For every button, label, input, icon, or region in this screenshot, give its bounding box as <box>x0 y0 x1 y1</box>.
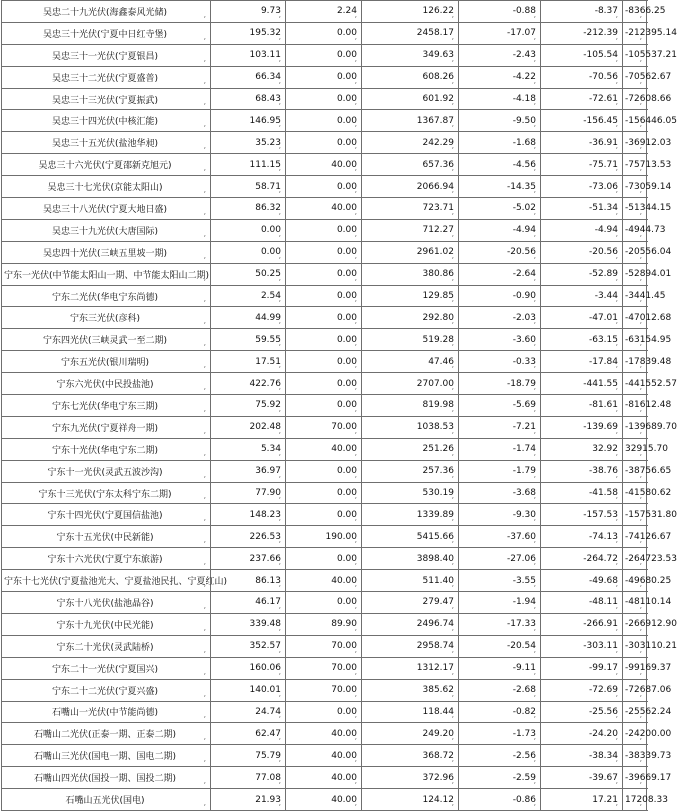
value-cell-5[interactable]: -39.67 ‚ <box>541 767 623 789</box>
table-row <box>2 723 647 745</box>
value-cell-5[interactable]: -75.71 ‚ <box>541 154 623 176</box>
value-cell-5[interactable]: -3.44 ‚ <box>541 285 623 307</box>
value-cell-2[interactable]: 40.00 ‚ <box>286 198 362 220</box>
value-cell-4[interactable]: -3.60 ‚ <box>459 329 541 351</box>
value-cell-4[interactable]: -17.33 ‚ <box>459 613 541 635</box>
value-cell-4[interactable]: -5.69 ‚ <box>459 395 541 417</box>
value-cell-3[interactable]: 124.12 ‚ <box>362 789 459 811</box>
value-cell-4[interactable]: -2.56 ‚ <box>459 745 541 767</box>
value-cell-1[interactable]: 237.66 ‚ <box>211 548 286 570</box>
table-row <box>2 767 647 789</box>
value-cell-4[interactable]: -37.60 ‚ <box>459 526 541 548</box>
value-cell-6[interactable]: -72687.06 ‚ <box>623 679 647 701</box>
value-cell-1[interactable]: 226.53 ‚ <box>211 526 286 548</box>
value-cell-5[interactable]: -17.84 ‚ <box>541 351 623 373</box>
table-row <box>2 460 647 482</box>
value-cell-2[interactable]: 89.90 ‚ <box>286 613 362 635</box>
value-cell-6[interactable]: -17839.48 ‚ <box>623 351 647 373</box>
value-cell-6[interactable]: -49680.25 ‚ <box>623 570 647 592</box>
value-cell-5[interactable]: -212.39 ‚ <box>541 22 623 44</box>
value-cell-3[interactable]: 118.44 ‚ <box>362 701 459 723</box>
value-cell-4[interactable]: -18.79 ‚ <box>459 373 541 395</box>
value-cell-2[interactable]: 70.00 ‚ <box>286 635 362 657</box>
value-cell-1[interactable]: 111.15 ‚ <box>211 154 286 176</box>
value-cell-3[interactable]: 385.62 ‚ <box>362 679 459 701</box>
value-cell-2[interactable]: 70.00 ‚ <box>286 416 362 438</box>
value-cell-2[interactable]: 40.00 ‚ <box>286 570 362 592</box>
value-cell-4[interactable]: -9.50 ‚ <box>459 110 541 132</box>
value-cell-3[interactable]: 5415.66 ‚ <box>362 526 459 548</box>
value-cell-1[interactable]: 103.11 ‚ <box>211 44 286 66</box>
table-row <box>2 44 647 66</box>
value-cell-2[interactable]: 0.00 ‚ <box>286 351 362 373</box>
value-cell-4[interactable]: -1.94 ‚ <box>459 592 541 614</box>
value-cell-5[interactable]: -266.91 ‚ <box>541 613 623 635</box>
station-name-cell[interactable]: 吴忠三十四光伏(中核汇能) ‚ <box>2 110 211 132</box>
value-cell-1[interactable]: 77.90 ‚ <box>211 482 286 504</box>
value-cell-1[interactable]: 9.73 ‚ <box>211 1 286 23</box>
value-cell-2[interactable]: 0.00 ‚ <box>286 22 362 44</box>
value-cell-6[interactable]: -73059.14 ‚ <box>623 176 647 198</box>
value-cell-2[interactable]: 40.00 ‚ <box>286 723 362 745</box>
value-cell-3[interactable]: 2066.94 ‚ <box>362 176 459 198</box>
value-cell-4[interactable]: -1.68 ‚ <box>459 132 541 154</box>
table-row <box>2 198 647 220</box>
table-row <box>2 241 647 263</box>
table-row <box>2 657 647 679</box>
value-cell-2[interactable]: 0.00 ‚ <box>286 504 362 526</box>
value-cell-6[interactable]: -105537.21 ‚ <box>623 44 647 66</box>
value-cell-1[interactable]: 35.23 ‚ <box>211 132 286 154</box>
value-cell-2[interactable]: 0.00 ‚ <box>286 460 362 482</box>
value-cell-3[interactable]: 530.19 ‚ <box>362 482 459 504</box>
table-row <box>2 613 647 635</box>
value-cell-1[interactable]: 86.32 ‚ <box>211 198 286 220</box>
table-row <box>2 548 647 570</box>
value-cell-3[interactable]: 511.40 ‚ <box>362 570 459 592</box>
value-cell-5[interactable]: -72.61 ‚ <box>541 88 623 110</box>
value-cell-2[interactable]: 0.00 ‚ <box>286 110 362 132</box>
value-cell-6[interactable]: -51344.15 ‚ <box>623 198 647 220</box>
table-row <box>2 701 647 723</box>
table-row <box>2 679 647 701</box>
value-cell-1[interactable]: 422.76 ‚ <box>211 373 286 395</box>
table-row <box>2 526 647 548</box>
station-name-cell[interactable]: 吴忠四十光伏(三峡五里坡一期) ‚ <box>2 241 211 263</box>
table-row <box>2 635 647 657</box>
value-cell-5[interactable]: -156.45 ‚ <box>541 110 623 132</box>
station-name-cell[interactable]: 吴忠三十八光伏(宁夏大地日盛) ‚ <box>2 198 211 220</box>
value-cell-6[interactable]: -39669.17 ‚ <box>623 767 647 789</box>
station-name-cell[interactable]: 宁东六光伏(中民投盐池) ‚ <box>2 373 211 395</box>
value-cell-6[interactable]: -41580.62 ‚ <box>623 482 647 504</box>
value-cell-2[interactable]: 0.00 ‚ <box>286 88 362 110</box>
station-name-cell[interactable]: 吴忠三十二光伏(宁夏盛普) ‚ <box>2 66 211 88</box>
station-name-cell[interactable]: 宁东三光伏(彦科) ‚ <box>2 307 211 329</box>
value-cell-4[interactable]: -7.21 ‚ <box>459 416 541 438</box>
value-cell-6[interactable]: -264723.53 ‚ <box>623 548 647 570</box>
value-cell-3[interactable]: 3898.40 ‚ <box>362 548 459 570</box>
value-cell-1[interactable]: 160.06 ‚ <box>211 657 286 679</box>
value-cell-5[interactable]: -51.34 ‚ <box>541 198 623 220</box>
value-cell-3[interactable]: 819.98 ‚ <box>362 395 459 417</box>
value-cell-2[interactable]: 0.00 ‚ <box>286 592 362 614</box>
value-cell-2[interactable]: 0.00 ‚ <box>286 395 362 417</box>
station-name-cell[interactable]: 宁东二十二光伏(宁夏兴盛) ‚ <box>2 679 211 701</box>
value-cell-1[interactable]: 140.01 ‚ <box>211 679 286 701</box>
table-row <box>2 88 647 110</box>
value-cell-5[interactable]: -52.89 ‚ <box>541 263 623 285</box>
data-table <box>1 0 677 811</box>
value-cell-2[interactable]: 70.00 ‚ <box>286 657 362 679</box>
station-name-cell[interactable]: 吴忠二十九光伏(海鑫泰风光储) ‚ <box>2 1 211 23</box>
value-cell-3[interactable]: 279.47 ‚ <box>362 592 459 614</box>
value-cell-5[interactable]: -63.15 ‚ <box>541 329 623 351</box>
table-row <box>2 789 647 811</box>
value-cell-5[interactable]: -264.72 ‚ <box>541 548 623 570</box>
table-row <box>2 154 647 176</box>
value-cell-6[interactable]: -38339.73 ‚ <box>623 745 647 767</box>
value-cell-3[interactable]: 368.72 ‚ <box>362 745 459 767</box>
value-cell-1[interactable]: 146.95 ‚ <box>211 110 286 132</box>
station-name-cell[interactable]: 吴忠三十三光伏(宁夏振武) ‚ <box>2 88 211 110</box>
table-row <box>2 22 647 44</box>
value-cell-2[interactable]: 0.00 ‚ <box>286 307 362 329</box>
table-row <box>2 263 647 285</box>
value-cell-1[interactable]: 62.47 ‚ <box>211 723 286 745</box>
value-cell-1[interactable]: 24.74 ‚ <box>211 701 286 723</box>
value-cell-6[interactable]: -70562.67 ‚ <box>623 66 647 88</box>
station-name-cell[interactable]: 宁东二十光伏(灵武陆桥) ‚ <box>2 635 211 657</box>
value-cell-1[interactable]: 77.08 ‚ <box>211 767 286 789</box>
value-cell-6[interactable]: -212395.14 ‚ <box>623 22 647 44</box>
value-cell-5[interactable]: -105.54 ‚ <box>541 44 623 66</box>
table-row <box>2 219 647 241</box>
value-cell-1[interactable]: 21.93 ‚ <box>211 789 286 811</box>
value-cell-2[interactable]: 2.24 ‚ <box>286 1 362 23</box>
value-cell-5[interactable]: -38.34 ‚ <box>541 745 623 767</box>
table-row <box>2 176 647 198</box>
value-cell-3[interactable]: 2958.74 ‚ <box>362 635 459 657</box>
table-row <box>2 482 647 504</box>
value-cell-4[interactable]: -2.43 ‚ <box>459 44 541 66</box>
value-cell-1[interactable]: 68.43 ‚ <box>211 88 286 110</box>
value-cell-2[interactable]: 0.00 ‚ <box>286 548 362 570</box>
value-cell-3[interactable]: 723.71 ‚ <box>362 198 459 220</box>
value-cell-4[interactable]: -2.64 ‚ <box>459 263 541 285</box>
value-cell-5[interactable]: -20.56 ‚ <box>541 241 623 263</box>
value-cell-1[interactable]: 195.32 ‚ <box>211 22 286 44</box>
value-cell-4[interactable]: -27.06 ‚ <box>459 548 541 570</box>
value-cell-4[interactable]: -9.11 ‚ <box>459 657 541 679</box>
value-cell-3[interactable]: 608.26 ‚ <box>362 66 459 88</box>
value-cell-5[interactable]: -47.01 ‚ <box>541 307 623 329</box>
value-cell-2[interactable]: 0.00 ‚ <box>286 132 362 154</box>
value-cell-3[interactable]: 257.36 ‚ <box>362 460 459 482</box>
value-cell-2[interactable]: 190.00 ‚ <box>286 526 362 548</box>
value-cell-1[interactable]: 50.25 ‚ <box>211 263 286 285</box>
value-cell-3[interactable]: 126.22 ‚ <box>362 1 459 23</box>
table-row <box>2 592 647 614</box>
value-cell-2[interactable]: 0.00 ‚ <box>286 66 362 88</box>
value-cell-1[interactable]: 0.00 ‚ <box>211 219 286 241</box>
value-cell-6[interactable]: -8366.25 ‚ <box>623 1 647 23</box>
value-cell-6[interactable]: -75713.53 ‚ <box>623 154 647 176</box>
value-cell-5[interactable]: -70.56 ‚ <box>541 66 623 88</box>
station-name-cell[interactable]: 石嘴山三光伏(国电一期、国电二期) ‚ <box>2 745 211 767</box>
station-name-cell[interactable]: 宁东十七光伏(宁夏盐池光大、宁夏盐池民扎、宁夏红山) ‚ <box>2 570 211 592</box>
station-name-cell[interactable]: 石嘴山五光伏(国电) ‚ <box>2 789 211 811</box>
value-cell-6[interactable]: -63154.95 ‚ <box>623 329 647 351</box>
value-cell-5[interactable]: -36.91 ‚ <box>541 132 623 154</box>
table-row <box>2 570 647 592</box>
value-cell-6[interactable]: -441552.57 ‚ <box>623 373 647 395</box>
value-cell-6[interactable]: -36912.03 ‚ <box>623 132 647 154</box>
value-cell-3[interactable]: 380.86 ‚ <box>362 263 459 285</box>
station-name-cell[interactable]: 宁东十光伏(华电宁东二期) ‚ <box>2 438 211 460</box>
value-cell-6[interactable]: -156446.05 ‚ <box>623 110 647 132</box>
table-row <box>2 395 647 417</box>
value-cell-4[interactable]: -3.55 ‚ <box>459 570 541 592</box>
value-cell-3[interactable]: 129.85 ‚ <box>362 285 459 307</box>
value-cell-5[interactable]: -139.69 ‚ <box>541 416 623 438</box>
value-cell-4[interactable]: -2.03 ‚ <box>459 307 541 329</box>
value-cell-1[interactable]: 339.48 ‚ <box>211 613 286 635</box>
value-cell-5[interactable]: -4.94 ‚ <box>541 219 623 241</box>
value-cell-1[interactable]: 46.17 ‚ <box>211 592 286 614</box>
value-cell-3[interactable]: 242.29 ‚ <box>362 132 459 154</box>
value-cell-5[interactable]: -8.37 ‚ <box>541 1 623 23</box>
station-name-cell[interactable]: 石嘴山一光伏(中节能尚德) ‚ <box>2 701 211 723</box>
station-name-cell[interactable]: 吴忠三十五光伏(盐池华昶) ‚ <box>2 132 211 154</box>
value-cell-5[interactable]: 32.92 ‚ <box>541 438 623 460</box>
value-cell-2[interactable]: 0.00 ‚ <box>286 241 362 263</box>
value-cell-1[interactable]: 17.51 ‚ <box>211 351 286 373</box>
value-cell-1[interactable]: 44.99 ‚ <box>211 307 286 329</box>
value-cell-5[interactable]: -99.17 ‚ <box>541 657 623 679</box>
value-cell-6[interactable]: -139689.70 ‚ <box>623 416 647 438</box>
value-cell-6[interactable]: -24200.00 ‚ <box>623 723 647 745</box>
table-row <box>2 373 647 395</box>
station-name-cell[interactable]: 宁东一光伏(中节能太阳山一期、中节能太阳山二期) ‚ <box>2 263 211 285</box>
value-cell-6[interactable]: 17208.33 ‚ <box>623 789 647 811</box>
value-cell-2[interactable]: 40.00 ‚ <box>286 767 362 789</box>
value-cell-6[interactable]: 32915.70 ‚ <box>623 438 647 460</box>
table-row <box>2 329 647 351</box>
value-cell-1[interactable]: 352.57 ‚ <box>211 635 286 657</box>
table-row <box>2 66 647 88</box>
value-cell-6[interactable]: -3441.45 ‚ <box>623 285 647 307</box>
value-cell-6[interactable]: -4944.73 ‚ <box>623 219 647 241</box>
value-cell-4[interactable]: -9.30 ‚ <box>459 504 541 526</box>
value-cell-6[interactable]: -25562.24 ‚ <box>623 701 647 723</box>
value-cell-3[interactable]: 1339.89 ‚ <box>362 504 459 526</box>
table-row <box>2 351 647 373</box>
value-cell-1[interactable]: 66.34 ‚ <box>211 66 286 88</box>
value-cell-4[interactable]: -2.59 ‚ <box>459 767 541 789</box>
value-cell-4[interactable]: -4.22 ‚ <box>459 66 541 88</box>
value-cell-6[interactable]: -99169.37 ‚ <box>623 657 647 679</box>
value-cell-4[interactable]: -0.82 ‚ <box>459 701 541 723</box>
table-row <box>2 745 647 767</box>
value-cell-5[interactable]: -74.13 ‚ <box>541 526 623 548</box>
value-cell-2[interactable]: 0.00 ‚ <box>286 482 362 504</box>
value-cell-6[interactable]: -38756.65 ‚ <box>623 460 647 482</box>
value-cell-6[interactable]: -20556.04 ‚ <box>623 241 647 263</box>
value-cell-3[interactable]: 601.92 ‚ <box>362 88 459 110</box>
table-row <box>2 504 647 526</box>
value-cell-1[interactable]: 75.79 ‚ <box>211 745 286 767</box>
station-name-cell[interactable]: 宁东九光伏(宁夏祥舟一期) ‚ <box>2 416 211 438</box>
value-cell-2[interactable]: 0.00 ‚ <box>286 263 362 285</box>
value-cell-1[interactable]: 0.00 ‚ <box>211 241 286 263</box>
value-cell-3[interactable]: 2496.74 ‚ <box>362 613 459 635</box>
table-row <box>2 110 647 132</box>
value-cell-3[interactable]: 249.20 ‚ <box>362 723 459 745</box>
station-name-cell[interactable]: 宁东五光伏(银川瑞明) ‚ <box>2 351 211 373</box>
value-cell-6[interactable]: -74126.67 ‚ <box>623 526 647 548</box>
value-cell-2[interactable]: 0.00 ‚ <box>286 219 362 241</box>
value-cell-2[interactable]: 70.00 ‚ <box>286 679 362 701</box>
value-cell-3[interactable]: 1367.87 ‚ <box>362 110 459 132</box>
value-cell-3[interactable]: 47.46 ‚ <box>362 351 459 373</box>
value-cell-1[interactable]: 58.71 ‚ <box>211 176 286 198</box>
value-cell-3[interactable]: 2961.02 ‚ <box>362 241 459 263</box>
value-cell-5[interactable]: -81.61 ‚ <box>541 395 623 417</box>
station-name-cell[interactable]: 宁东七光伏(华电宁东三期) ‚ <box>2 395 211 417</box>
value-cell-4[interactable]: -0.88 ‚ <box>459 1 541 23</box>
value-cell-4[interactable]: -5.02 ‚ <box>459 198 541 220</box>
value-cell-3[interactable]: 251.26 ‚ <box>362 438 459 460</box>
value-cell-3[interactable]: 712.27 ‚ <box>362 219 459 241</box>
table-row <box>2 307 647 329</box>
value-cell-1[interactable]: 5.34 ‚ <box>211 438 286 460</box>
station-name-cell[interactable]: 吴忠三十一光伏(宁夏银昌) ‚ <box>2 44 211 66</box>
station-name-cell[interactable]: 宁东二十一光伏(宁夏国兴) ‚ <box>2 657 211 679</box>
value-cell-4[interactable]: -1.79 ‚ <box>459 460 541 482</box>
value-cell-3[interactable]: 372.96 ‚ <box>362 767 459 789</box>
value-cell-4[interactable]: -17.07 ‚ <box>459 22 541 44</box>
value-cell-6[interactable]: -72608.66 ‚ <box>623 88 647 110</box>
value-cell-2[interactable]: 0.00 ‚ <box>286 176 362 198</box>
table-row <box>2 416 647 438</box>
table-body <box>2 1 677 811</box>
value-cell-6[interactable]: -157531.80 ‚ <box>623 504 647 526</box>
value-cell-2[interactable]: 0.00 ‚ <box>286 44 362 66</box>
value-cell-1[interactable]: 202.48 ‚ <box>211 416 286 438</box>
value-cell-5[interactable]: 17.21 ‚ <box>541 789 623 811</box>
value-cell-1[interactable]: 86.13 ‚ <box>211 570 286 592</box>
table-row <box>2 285 647 307</box>
value-cell-6[interactable]: -48110.14 ‚ <box>623 592 647 614</box>
value-cell-4[interactable]: -1.73 ‚ <box>459 723 541 745</box>
value-cell-6[interactable]: -81612.48 ‚ <box>623 395 647 417</box>
value-cell-4[interactable]: -0.86 ‚ <box>459 789 541 811</box>
value-cell-2[interactable]: 40.00 ‚ <box>286 438 362 460</box>
station-name-cell[interactable]: 吴忠三十七光伏(京能太阳山) ‚ <box>2 176 211 198</box>
value-cell-2[interactable]: 40.00 ‚ <box>286 789 362 811</box>
value-cell-1[interactable]: 59.55 ‚ <box>211 329 286 351</box>
station-name-cell[interactable]: 宁东二光伏(华电宁东尚德) ‚ <box>2 285 211 307</box>
value-cell-1[interactable]: 75.92 ‚ <box>211 395 286 417</box>
value-cell-4[interactable]: -1.74 ‚ <box>459 438 541 460</box>
table-row <box>2 1 647 23</box>
value-cell-1[interactable]: 2.54 ‚ <box>211 285 286 307</box>
value-cell-5[interactable]: -25.56 ‚ <box>541 701 623 723</box>
value-cell-5[interactable]: -38.76 ‚ <box>541 460 623 482</box>
station-name-cell[interactable]: 石嘴山四光伏(国投一期、国投二期) ‚ <box>2 767 211 789</box>
station-name-cell[interactable]: 宁东十四光伏(宁夏国信盐池) ‚ <box>2 504 211 526</box>
value-cell-1[interactable]: 36.97 ‚ <box>211 460 286 482</box>
value-cell-3[interactable]: 519.28 ‚ <box>362 329 459 351</box>
value-cell-1[interactable]: 148.23 ‚ <box>211 504 286 526</box>
table-row <box>2 438 647 460</box>
value-cell-2[interactable]: 0.00 ‚ <box>286 373 362 395</box>
value-cell-4[interactable]: -4.94 ‚ <box>459 219 541 241</box>
value-cell-5[interactable]: -48.11 ‚ <box>541 592 623 614</box>
value-cell-5[interactable]: -49.68 ‚ <box>541 570 623 592</box>
station-name-cell[interactable]: 宁东十六光伏(宁夏宁东旅游) ‚ <box>2 548 211 570</box>
value-cell-6[interactable]: -266912.90 ‚ <box>623 613 647 635</box>
value-cell-3[interactable]: 1038.53 ‚ <box>362 416 459 438</box>
value-cell-2[interactable]: 0.00 ‚ <box>286 701 362 723</box>
station-name-cell[interactable]: 宁东十三光伏(宁东太科宁东二期) ‚ <box>2 482 211 504</box>
value-cell-5[interactable]: -157.53 ‚ <box>541 504 623 526</box>
station-name-cell[interactable]: 宁东十九光伏(中民光能) ‚ <box>2 613 211 635</box>
value-cell-6[interactable]: -52894.01 ‚ <box>623 263 647 285</box>
value-cell-4[interactable]: -0.90 ‚ <box>459 285 541 307</box>
station-name-cell[interactable]: 石嘴山二光伏(正泰一期、正泰二期) ‚ <box>2 723 211 745</box>
station-name-cell[interactable]: 宁东四光伏(三峡灵武一至二期) ‚ <box>2 329 211 351</box>
value-cell-4[interactable]: -3.68 ‚ <box>459 482 541 504</box>
station-name-cell[interactable]: 宁东十八光伏(盐池晶谷) ‚ <box>2 592 211 614</box>
value-cell-5[interactable]: -73.06 ‚ <box>541 176 623 198</box>
value-cell-5[interactable]: -303.11 ‚ <box>541 635 623 657</box>
station-name-cell[interactable]: 吴忠三十六光伏(宁夏邵新克旭元) ‚ <box>2 154 211 176</box>
value-cell-4[interactable]: -2.68 ‚ <box>459 679 541 701</box>
value-cell-4[interactable]: -20.56 ‚ <box>459 241 541 263</box>
value-cell-5[interactable]: -441.55 ‚ <box>541 373 623 395</box>
value-cell-3[interactable]: 292.80 ‚ <box>362 307 459 329</box>
value-cell-6[interactable]: -303110.21 ‚ <box>623 635 647 657</box>
value-cell-6[interactable]: -47012.68 ‚ <box>623 307 647 329</box>
value-cell-2[interactable]: 0.00 ‚ <box>286 285 362 307</box>
value-cell-4[interactable]: -4.56 ‚ <box>459 154 541 176</box>
station-name-cell[interactable]: 吴忠三十九光伏(大唐国际) ‚ <box>2 219 211 241</box>
value-cell-2[interactable]: 40.00 ‚ <box>286 154 362 176</box>
value-cell-2[interactable]: 0.00 ‚ <box>286 329 362 351</box>
value-cell-5[interactable]: -24.20 ‚ <box>541 723 623 745</box>
value-cell-4[interactable]: -4.18 ‚ <box>459 88 541 110</box>
value-cell-3[interactable]: 349.63 ‚ <box>362 44 459 66</box>
value-cell-3[interactable]: 1312.17 ‚ <box>362 657 459 679</box>
station-name-cell[interactable]: 吴忠三十光伏(宁夏中日红寺堡) ‚ <box>2 22 211 44</box>
value-cell-4[interactable]: -0.33 ‚ <box>459 351 541 373</box>
value-cell-3[interactable]: 2707.00 ‚ <box>362 373 459 395</box>
value-cell-3[interactable]: 2458.17 ‚ <box>362 22 459 44</box>
value-cell-5[interactable]: -41.58 ‚ <box>541 482 623 504</box>
station-name-cell[interactable]: 宁东十一光伏(灵武五波沙沟) ‚ <box>2 460 211 482</box>
value-cell-4[interactable]: -14.35 ‚ <box>459 176 541 198</box>
table-row <box>2 132 647 154</box>
value-cell-2[interactable]: 40.00 ‚ <box>286 745 362 767</box>
value-cell-4[interactable]: -20.54 ‚ <box>459 635 541 657</box>
station-name-cell[interactable]: 宁东十五光伏(中民新能) ‚ <box>2 526 211 548</box>
value-cell-5[interactable]: -72.69 ‚ <box>541 679 623 701</box>
value-cell-3[interactable]: 657.36 ‚ <box>362 154 459 176</box>
